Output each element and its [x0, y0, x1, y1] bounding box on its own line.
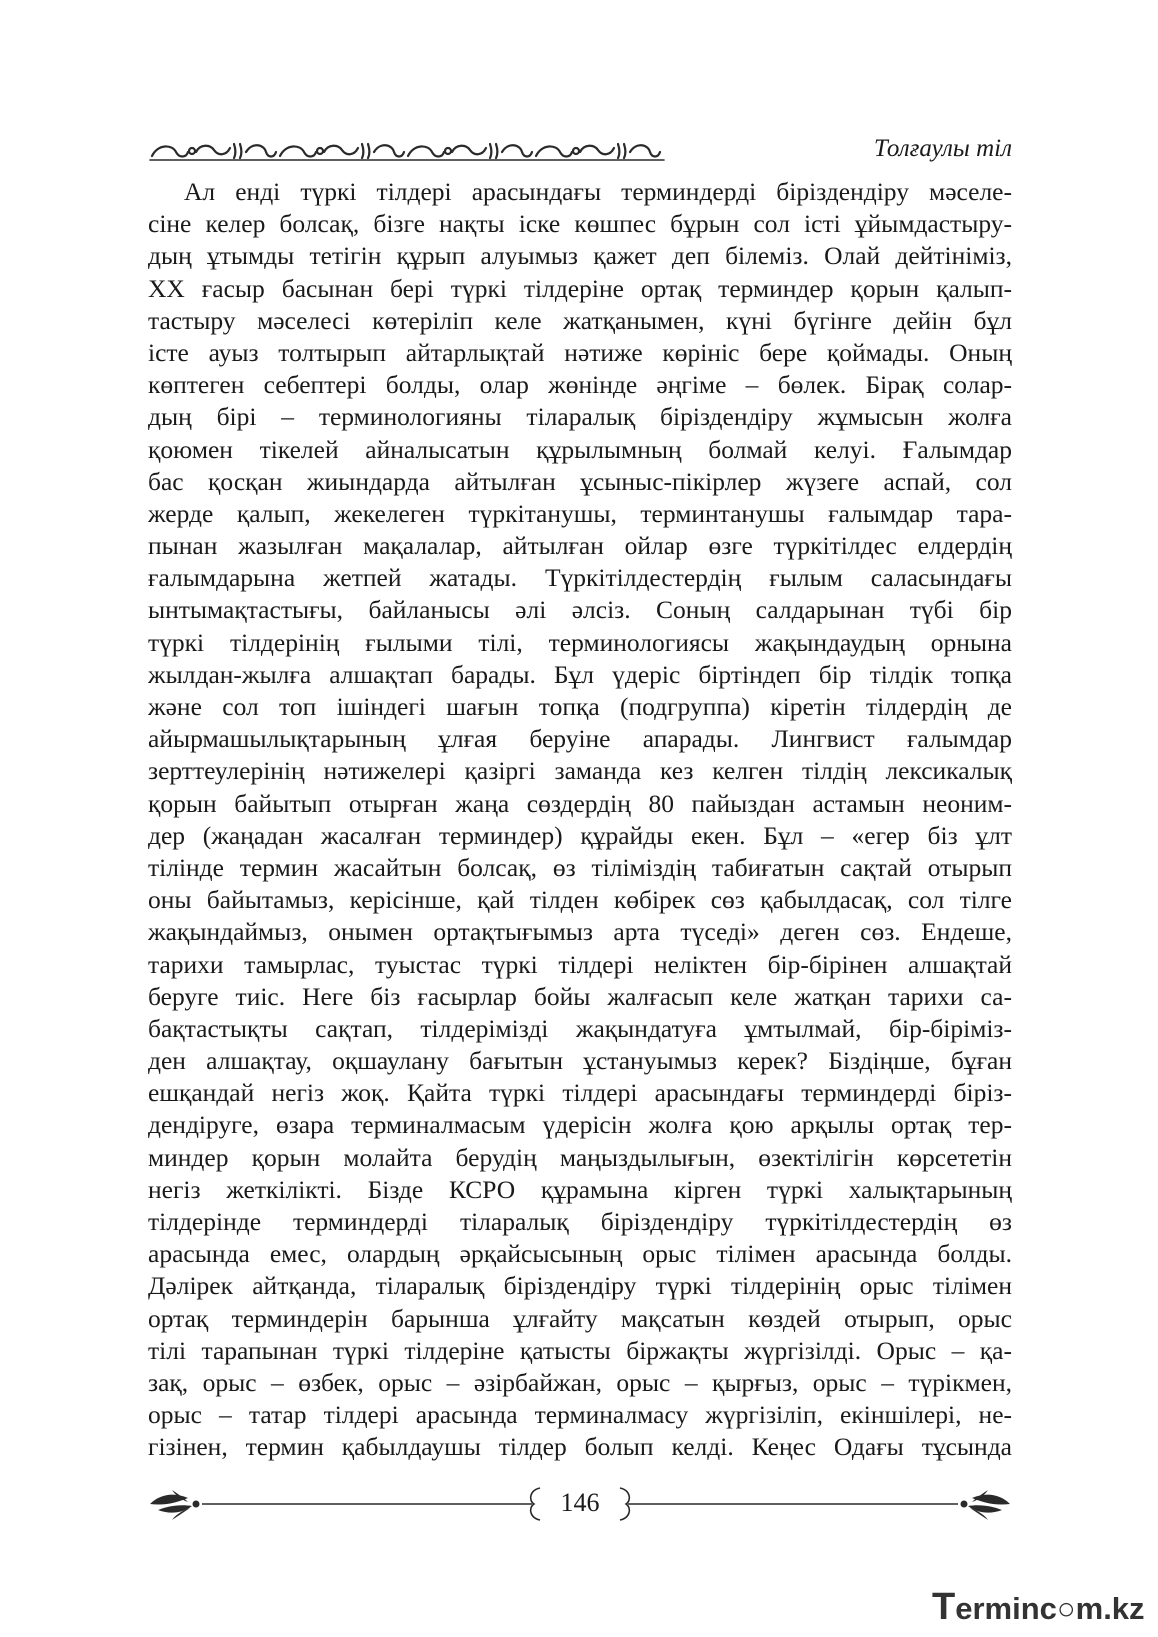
text-line: орыс – татар тілдері арасында терминалмасу жүргізіліп, екіншілері, не- — [148, 1400, 1012, 1430]
text-line: дер (жаңадан жасалған терминдер) құрайды екен. Бұл – «егер біз ұлт — [148, 820, 1012, 850]
text-line: ортақ терминдерін барынша ұлғайту мақсатын көздей отырып, орыс — [148, 1303, 1012, 1333]
text-line: бас қосқан жиындарда айтылған ұсыныс-пікірлер жүзеге аспай, сол — [148, 466, 1012, 496]
text-line: негіз жеткілікті. Бізде КСРО құрамына кірген түркі халықтарының — [148, 1174, 1012, 1204]
text-line: зақ, орыс – өзбек, орыс – әзірбайжан, орыс – қырғыз, орыс – түрікмен, — [148, 1367, 1012, 1397]
text-line: жылдан-жылға алшақтап барады. Бұл үдеріс біртіндеп бір тілдік топқа — [148, 659, 1012, 689]
header-ornament-icon — [148, 138, 668, 164]
watermark-text: erminc — [955, 1591, 1057, 1626]
text-line: дендіруге, өзара терминалмасым үдерісін жолға қою арқылы ортақ тер- — [148, 1110, 1012, 1140]
text-line: тілі тарапынан түркі тілдеріне қатысты біржақты жүргізілді. Орыс – қа- — [148, 1335, 1012, 1365]
text-line: беруге тиіс. Неге біз ғасырлар бойы жалғасып келе жатқан тарихи са- — [148, 981, 1012, 1011]
text-line: арасында емес, олардың әрқайсысының орыс тілімен арасында болды. — [148, 1239, 1012, 1269]
text-line: Дәлірек айтқанда, тіларалық біріздендіру түркі тілдерінің орыс тілімен — [148, 1271, 1012, 1301]
page-footer — [148, 1480, 1012, 1530]
text-line: XX ғасыр басынан бері түркі тілдеріне ортақ терминдер қорын қалып- — [148, 273, 1012, 303]
text-line: түркі тілдерінің ғылыми тілі, терминологиясы жақындаудың орнына — [148, 627, 1012, 657]
text-line: және сол топ ішіндегі шағын топқа (подгруппа) кіретін тілдердің де — [148, 692, 1012, 721]
watermark-tail: m.kz — [1075, 1591, 1145, 1626]
text-line: ынтымақтастығы, байланысы әлі әлсіз. Соның салдарынан түбі бір — [148, 595, 1012, 625]
text-line: қоюмен тікелей айналысатын құрылымның болмай келуі. Ғалымдар — [148, 434, 1012, 464]
text-line: жерде қалып, жекелеген түркітанушы, терминтанушы ғалымдар тара- — [148, 498, 1012, 528]
text-line: сіне келер болсақ, бізге нақты іске көшпес бұрын сол істі ұйымдастыру- — [148, 209, 1012, 239]
text-line: Ал енді түркі тілдері арасындағы терминдерді біріздендіру мәселе- — [184, 177, 1012, 206]
text-line: айырмашылықтарының ұлғая беруіне апарады. Лингвист ғалымдар — [148, 724, 1012, 754]
text-line: ешқандай негіз жоқ. Қайта түркі тілдері арасындағы терминдерді біріз- — [148, 1078, 1012, 1108]
text-line: тілдерінде терминдерді тіларалық біріздендіру түркітілдестердің өз — [148, 1207, 1012, 1236]
site-watermark — [932, 1586, 1145, 1628]
text-line: ғалымдарына жетпей жатады. Түркітілдестердің ғылым саласындағы — [148, 563, 1012, 593]
text-line: тастыру мәселесі көтеріліп келе жатқанымен, күні бүгінге дейін бұл — [148, 305, 1012, 335]
text-line: бақтастықты сақтап, тілдерімізді жақындатуға ұмтылмай, бір-біріміз- — [148, 1013, 1012, 1043]
page-number: 146 — [560, 1488, 600, 1517]
text-line: дың ұтымды тетігін құрып алуымыз қажет деп білеміз. Олай дейтініміз, — [148, 241, 1012, 271]
text-line: көптеген себептері болды, олар жөнінде әңгіме – бөлек. Бірақ солар- — [148, 370, 1012, 400]
text-line: істе ауыз толтырып айтарлықтай нәтиже көрініс бере қоймады. Оның — [148, 337, 1012, 367]
text-line: қорын байытып отырған жаңа сөздердің 80 пайыздан астамын неоним- — [148, 788, 1012, 818]
text-line: зерттеулерінің нәтижелері қазіргі заманда кез келген тілдің лексикалық — [148, 756, 1012, 786]
text-line: ден алшақтау, оқшаулану бағытын ұстануымыз керек? Біздіңше, бұған — [148, 1046, 1012, 1076]
text-line: жақындаймыз, онымен ортақтығымыз арта түседі» деген сөз. Ендеше, — [148, 917, 1012, 947]
text-line: гізінен, термин қабылдаушы тілдер болып келді. Кеңес Одағы тұсында — [148, 1432, 1012, 1462]
page-header — [148, 130, 1012, 170]
text-line: пынан жазылған мақалалар, айтылған ойлар өзге түркітілдес елдердің — [148, 531, 1012, 561]
text-line: тілінде термин жасайтын болсақ, өз тіліміздің табиғатын сақтай отырып — [148, 852, 1012, 882]
watermark-first-letter: T — [932, 1586, 956, 1628]
running-title: Толғаулы тіл — [873, 135, 1012, 162]
text-line: оны байытамыз, керісінше, қай тілден көбірек сөз қабылдасақ, сол тілге — [148, 885, 1012, 915]
body-text — [148, 176, 1012, 1464]
watermark-o-glyph: ○ — [1056, 1591, 1076, 1626]
text-line: дың бірі – терминологияны тіларалық біріздендіру жұмысын жолға — [148, 402, 1012, 432]
text-line: тарихи тамырлас, туыстас түркі тілдері неліктен бір-бірінен алшақтай — [148, 949, 1012, 979]
text-line: миндер қорын молайта берудің маңыздылығын, өзектілігін көрсететін — [148, 1142, 1012, 1172]
